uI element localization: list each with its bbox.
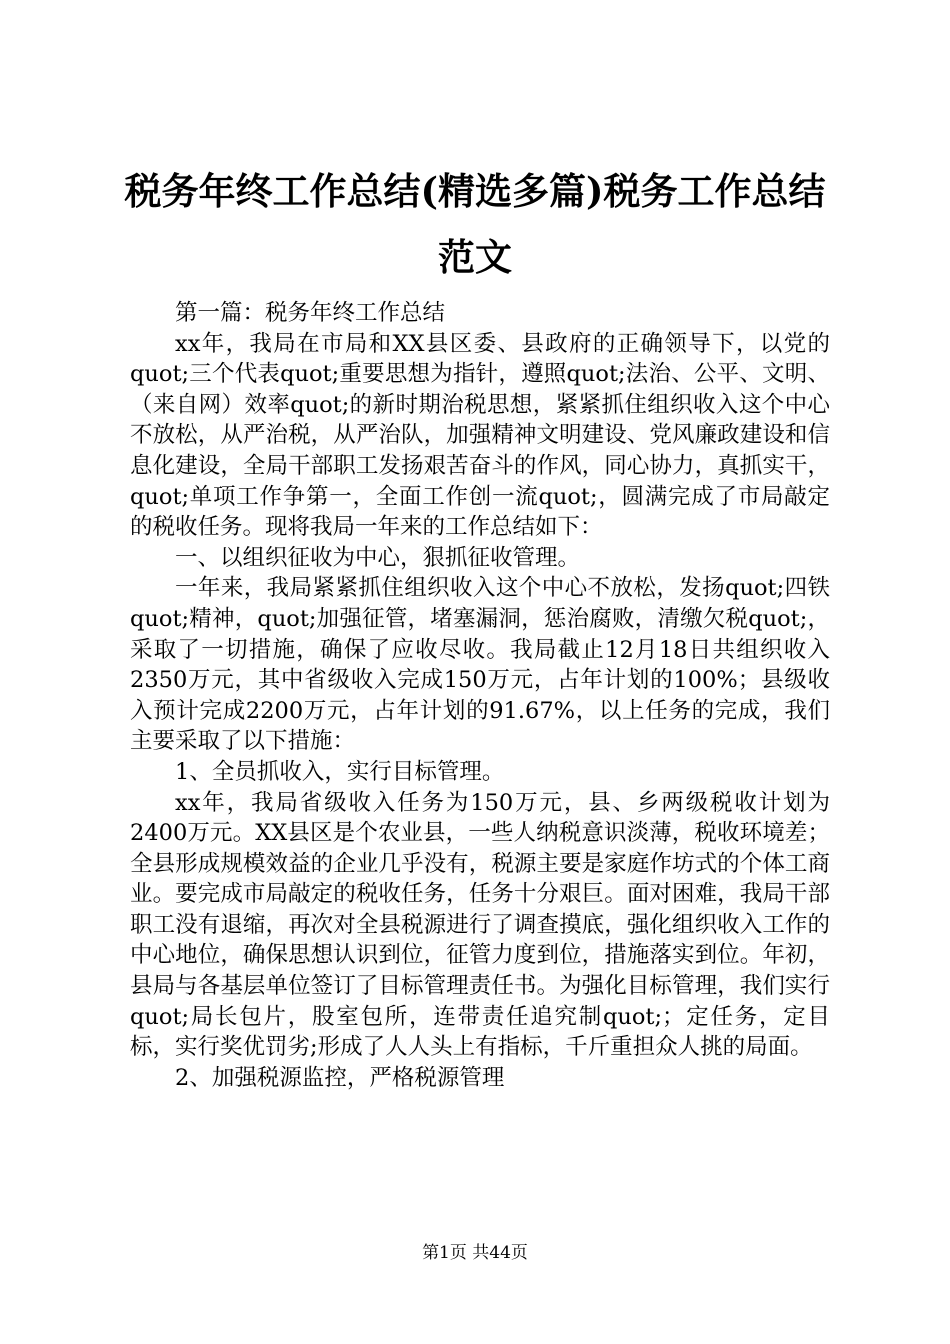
document-title: 税务年终工作总结(精选多篇)税务工作总结范文 [124, 169, 826, 279]
section-heading: 第一篇：税务年终工作总结 [175, 300, 446, 326]
body-paragraph: xx年，我局在市局和XX县区委、县政府的正确领导下，以党的quot;三个代表quot;重要思想为指针，遵照quot;法治、公平、文明、（来自网）效率quot;的新时期治税思想，紧紧抓住组织收入这个中心不放松，从严治税，从严治队，加强精神文明建设、党风廉政建设和信息化建设，全局干部职工发扬艰苦奋斗的作风，同心协力，真抓实干，quot;单项工作争第一，全面工作创一流quot;，圆满完成了市局敲定的税收任务。现将我局一年来的工作总结如下： [130, 330, 830, 541]
subsection-heading: 一、以组织征收为中心，狠抓征收管理。 [175, 544, 581, 571]
list-heading: 2、加强税源监控，严格税源管理 [175, 1064, 505, 1091]
body-paragraph: 一年来，我局紧紧抓住组织收入这个中心不放松，发扬quot;四铁quot;精神，quot;加强征管，堵塞漏洞，惩治腐败，清缴欠税quot;，采取了一切措施，确保了应收尽收。我局截止12月18日共组织收入2350万元，其中省级收入完成150万元，占年计划的100%；县级收入预计完成2200万元，占年计划的91.67%，以上任务的完成，我们主要采取了以下措施： [130, 575, 830, 755]
document-body [130, 298, 830, 1093]
page-footer: 第1页 共44页 [422, 1243, 528, 1263]
body-paragraph: xx年，我局省级收入任务为150万元，县、乡两级税收计划为2400万元。XX县区是个农业县，一些人纳税意识淡薄，税收环境差；全县形成规模效益的企业几乎没有，税源主要是家庭作坊式的个体工商业。要完成市局敲定的税收任务，任务十分艰巨。面对困难，我局干部职工没有退缩，再次对全县税源进行了调查摸底，强化组织收入工作的中心地位，确保思想认识到位，征管力度到位，措施落实到位。年初，县局与各基层单位签订了目标管理责任书。为强化目标管理，我们实行quot;局长包片，股室包所，连带责任追究制quot;；定任务，定目标，实行奖优罚劣;形成了人人头上有指标，千斤重担众人挑的局面。 [130, 789, 830, 1061]
list-heading: 1、全员抓收入，实行目标管理。 [175, 758, 505, 785]
